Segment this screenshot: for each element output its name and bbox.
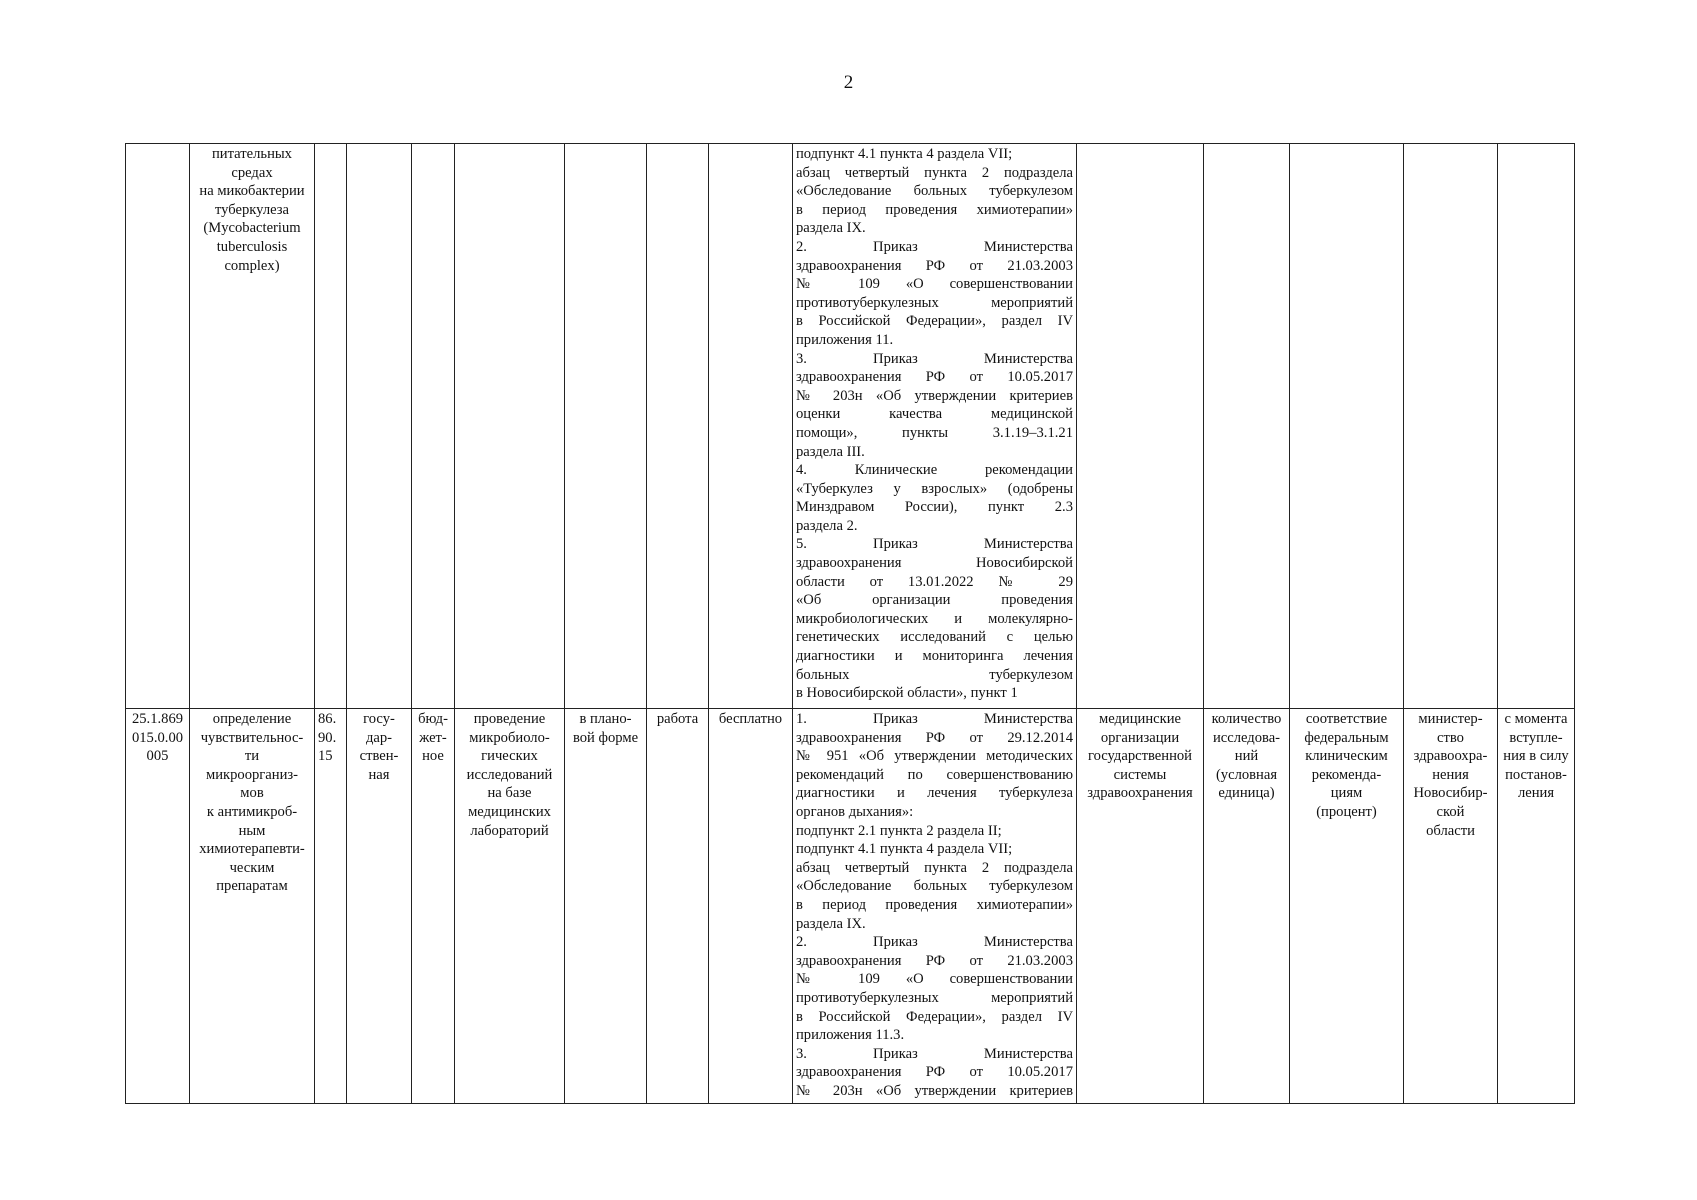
cell-text-line: циям (1330, 785, 1363, 802)
legal-basis-line: здравоохранения РФ от 21.03.2003 (796, 257, 1073, 274)
cell-text-line: 005 (146, 748, 169, 765)
cell-text-line: постанов- (1505, 766, 1567, 783)
legal-basis-line: здравоохранения Новосибирской (796, 555, 1073, 572)
cell-code (126, 709, 190, 1104)
cell-text-line: препаратам (216, 878, 288, 895)
cell-text-line: нения (1432, 766, 1469, 783)
cell-authority (1404, 144, 1498, 709)
cell-text-line: мов (240, 785, 264, 802)
cell-funding (412, 144, 455, 709)
cell-consumers (1077, 709, 1204, 1104)
cell-text-line: исследова- (1212, 729, 1281, 746)
legal-basis-line: № 203н «Об утверждении критериев (796, 387, 1073, 404)
cell-quality (1290, 709, 1404, 1104)
legal-basis-line: в Российской Федерации», раздел IV (796, 313, 1073, 330)
cell-text-line: исследований (466, 766, 553, 783)
cell-text-line: tuberculosis (216, 238, 288, 255)
legal-basis-line: противотуберкулезных мероприятий (796, 294, 1073, 311)
legal-basis-line: в период проведения химиотерапии» (796, 201, 1073, 218)
cell-okved (315, 709, 347, 1104)
cell-form (565, 709, 647, 1104)
legal-basis-line: 1. Приказ Министерства (796, 711, 1073, 727)
cell-text-line: микроорганиз- (205, 766, 299, 783)
cell-text-line: бюд- (418, 711, 448, 727)
legal-basis-line: помощи», пункты 3.1.19–3.1.21 (796, 424, 1073, 441)
cell-kind: работа (647, 709, 709, 1104)
legal-basis-line: больных туберкулезом (796, 666, 1073, 683)
legal-basis-line: генетических исследований с целью (796, 629, 1073, 646)
cell-text-line: на микобактерии (199, 183, 305, 200)
cell-text-line: complex) (224, 257, 280, 274)
legal-basis-line: в период проведения химиотерапии» (796, 896, 1073, 913)
cell-text-line: ческим (229, 859, 275, 876)
legal-basis-line: в Новосибирской области», пункт 1 (796, 685, 1018, 702)
table-row-service (126, 709, 1575, 1104)
services-table (125, 143, 1575, 1104)
cell-text-line: ния в силу (1503, 748, 1569, 765)
legal-basis-line: здравоохранения РФ от 21.03.2003 (796, 952, 1073, 969)
legal-basis-line: приложения 11. (796, 331, 894, 348)
legal-basis-line: раздела IX. (796, 915, 866, 932)
legal-basis-line: области от 13.01.2022 № 29 (796, 573, 1073, 590)
cell-text-line: микробиоло- (469, 729, 550, 746)
cell-consumers (1077, 144, 1204, 709)
cell-legal-basis (793, 709, 1077, 1104)
legal-basis-line: органов дыхания»: (796, 803, 914, 820)
cell-text-line: ство (1437, 729, 1464, 746)
cell-text-line: ная (368, 766, 390, 783)
cell-text-line: ное (422, 748, 444, 765)
legal-basis-line: здравоохранения РФ от 29.12.2014 (796, 729, 1073, 746)
cell-text-line: ным (238, 822, 266, 839)
cell-payment: бесплатно (709, 709, 793, 1104)
legal-basis-line: «Об организации проведения (796, 592, 1073, 609)
legal-basis-line: «Обследование больных туберкулезом (796, 183, 1073, 200)
cell-text-line: (процент) (1316, 803, 1377, 820)
cell-text-line: федеральным (1304, 729, 1389, 746)
cell-service-name (190, 709, 315, 1104)
legal-basis-line: № 951 «Об утверждении методических (796, 748, 1073, 765)
cell-text-line: единица) (1218, 785, 1275, 802)
cell-text-line: вой форме (572, 729, 639, 746)
cell-text-line: области (1426, 822, 1475, 839)
legal-basis-line: в Российской Федерации», раздел IV (796, 1008, 1073, 1025)
cell-text-line: количество (1211, 711, 1282, 727)
cell-text-line: питательных (212, 146, 292, 162)
legal-basis-line: абзац четвертый пункта 2 подраздела (796, 164, 1073, 181)
legal-basis-line: противотуберкулезных мероприятий (796, 989, 1073, 1006)
cell-text-line: ний (1234, 748, 1259, 765)
cell-indicator (1204, 709, 1290, 1104)
cell-text-line: медицинских (468, 803, 551, 820)
cell-text-line: организации (1100, 729, 1180, 746)
cell-content (455, 709, 565, 1104)
cell-content (455, 144, 565, 709)
legal-basis-line: диагностики и лечения туберкулеза (796, 785, 1073, 802)
legal-basis-line: микробиологических и молекулярно- (796, 610, 1073, 627)
legal-basis-line: № 203н «Об утверждении критериев (796, 1082, 1073, 1099)
cell-text-line: рекоменда- (1311, 766, 1382, 783)
cell-text-line: 25.1.869 (131, 711, 184, 727)
cell-text-line: здравоохра- (1413, 748, 1488, 765)
legal-basis-line: подпункт 2.1 пункта 2 раздела II; (796, 822, 1002, 839)
cell-funding (412, 709, 455, 1104)
legal-basis-line: № 109 «О совершенствовании (796, 276, 1073, 293)
cell-effective (1498, 709, 1575, 1104)
cell-authority (1404, 709, 1498, 1104)
cell-effective (1498, 144, 1575, 709)
legal-basis-line: 3. Приказ Министерства (796, 1045, 1073, 1062)
cell-text-line: 15 (318, 748, 333, 765)
cell-text-line: клиническим (1305, 748, 1388, 765)
cell-text-line: на базе (487, 785, 532, 802)
cell-text-line: к антимикроб- (206, 803, 298, 820)
legal-basis-line: раздела IX. (796, 220, 866, 237)
page-number: 2 (843, 72, 854, 93)
legal-basis-line: подпункт 4.1 пункта 4 раздела VII; (796, 146, 1013, 162)
cell-text-line: министер- (1418, 711, 1483, 727)
cell-text-line: соответствие (1305, 711, 1388, 727)
cell-text-line: лабораторий (470, 822, 549, 839)
cell-text-line: вступле- (1509, 729, 1563, 746)
legal-basis-line: абзац четвертый пункта 2 подраздела (796, 859, 1073, 876)
legal-basis-line: 2. Приказ Министерства (796, 238, 1073, 255)
cell-text-line: системы (1113, 766, 1167, 783)
cell-service-name (190, 144, 315, 709)
cell-text-line: чувствительнос- (200, 729, 304, 746)
legal-basis-line: оценки качества медицинской (796, 406, 1073, 423)
cell-type (347, 144, 412, 709)
cell-quality (1290, 144, 1404, 709)
legal-basis-line: 5. Приказ Министерства (796, 536, 1073, 553)
cell-text-line: туберкулеза (214, 201, 290, 218)
cell-text-line: государственной (1087, 748, 1192, 765)
cell-indicator (1204, 144, 1290, 709)
cell-text-line: жет- (419, 729, 447, 746)
legal-basis-line: 2. Приказ Министерства (796, 934, 1073, 951)
cell-text-line: Новосибир- (1413, 785, 1488, 802)
legal-basis-line: приложения 11.3. (796, 1027, 905, 1044)
cell-text-line: 015.0.00 (131, 729, 184, 746)
legal-basis-line: диагностики и мониторинга лечения (796, 648, 1073, 665)
cell-payment (709, 144, 793, 709)
cell-text-line: госу- (363, 711, 395, 727)
cell-text-line: в плано- (579, 711, 632, 727)
cell-text-line: ствен- (359, 748, 399, 765)
cell-kind (647, 144, 709, 709)
cell-text-line: ти (244, 748, 260, 765)
table-row-continuation (126, 144, 1575, 709)
cell-okved (315, 144, 347, 709)
legal-basis-line: 4. Клинические рекомендации (796, 462, 1073, 479)
cell-type (347, 709, 412, 1104)
cell-legal-basis (793, 144, 1077, 709)
legal-basis-line: рекомендаций по совершенствованию (796, 766, 1073, 783)
cell-text-line: (Mycobacterium (203, 220, 301, 237)
legal-basis-line: № 109 «О совершенствовании (796, 971, 1073, 988)
cell-text-line: определение (212, 711, 292, 727)
legal-basis-line: здравоохранения РФ от 10.05.2017 (796, 1064, 1073, 1081)
cell-text-line: проведение (473, 711, 546, 727)
legal-basis-line: «Обследование больных туберкулезом (796, 878, 1073, 895)
cell-text-line: (условная (1215, 766, 1278, 783)
cell-text-line: с момента (1504, 711, 1568, 727)
legal-basis-line: 3. Приказ Министерства (796, 350, 1073, 367)
cell-text-line: 86. (318, 711, 337, 727)
cell-text-line: средах (231, 164, 273, 181)
cell-text-line: ской (1436, 803, 1465, 820)
cell-text-line: 90. (318, 729, 337, 746)
legal-basis-line: Минздравом России), пункт 2.3 (796, 499, 1073, 516)
cell-form (565, 144, 647, 709)
cell-text-line: химиотерапевти- (199, 841, 305, 858)
cell-text-line: гических (481, 748, 538, 765)
cell-code (126, 144, 190, 709)
legal-basis-line: здравоохранения РФ от 10.05.2017 (796, 369, 1073, 386)
cell-text-line: медицинские (1098, 711, 1182, 727)
legal-basis-line: раздела III. (796, 443, 865, 460)
legal-basis-line: «Туберкулез у взрослых» (одобрены (796, 480, 1073, 497)
legal-basis-line: подпункт 4.1 пункта 4 раздела VII; (796, 841, 1013, 858)
cell-text-line: ления (1517, 785, 1555, 802)
legal-basis-line: раздела 2. (796, 517, 858, 534)
cell-text-line: дар- (365, 729, 393, 746)
cell-text-line: здравоохранения (1087, 785, 1193, 802)
